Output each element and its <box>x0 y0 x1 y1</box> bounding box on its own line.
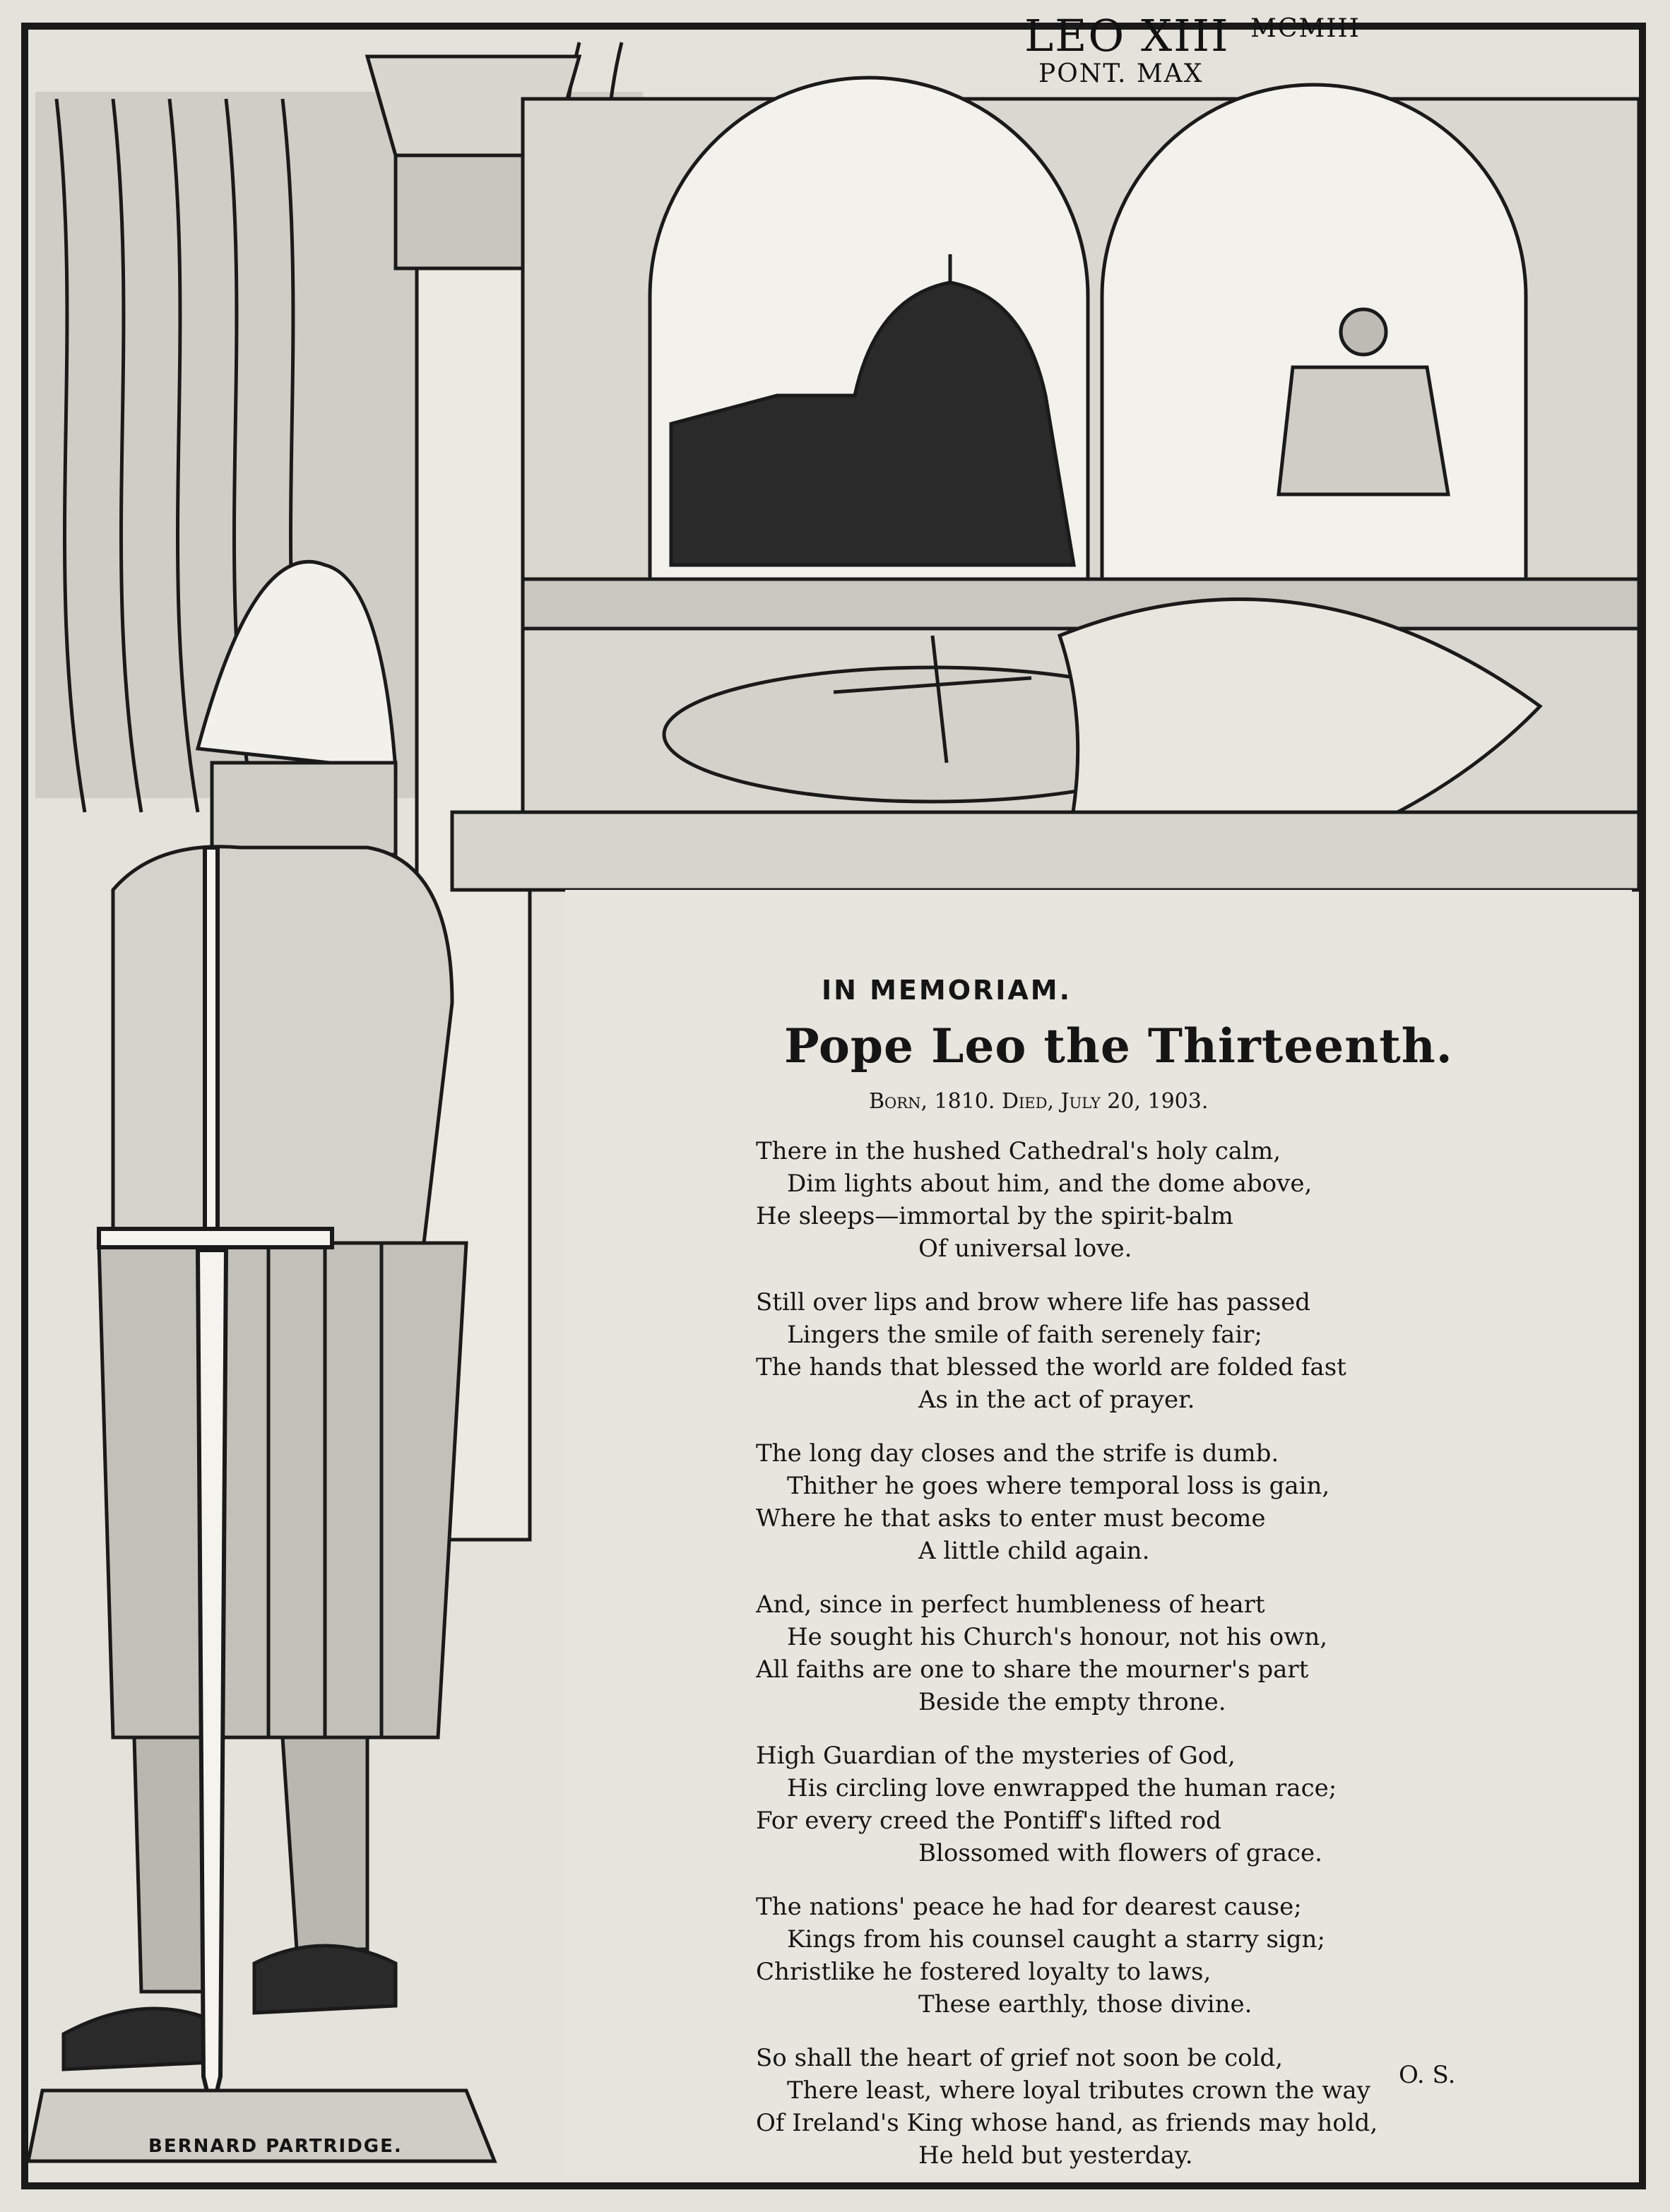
poem-line: Beside the empty throne. <box>918 1688 1226 1716</box>
poem-line: A little child again. <box>918 1537 1150 1565</box>
poem-line: Dim lights about him, and the dome above, <box>787 1170 1313 1198</box>
poem-line: Blossomed with flowers of grace. <box>918 1839 1322 1867</box>
stanza <box>756 1437 1554 1567</box>
header-leo: LEO XIII <box>1024 10 1230 61</box>
header-year: MCMIII <box>1250 14 1361 43</box>
poem-line: He sought his Church's honour, not his own, <box>787 1623 1328 1651</box>
poem-line: Still over lips and brow where life has passed <box>756 1288 1310 1316</box>
stanza <box>756 1135 1554 1265</box>
stanza <box>756 1286 1554 1416</box>
poem-title: Pope Leo the Thirteenth. <box>784 1018 1453 1074</box>
poem-line: All faiths are one to share the mourner's part <box>756 1655 1309 1684</box>
poem-line: These earthly, those divine. <box>918 1990 1252 2018</box>
poem-line: He sleeps—immortal by the spirit-balm <box>756 1202 1233 1230</box>
poem-line: Christlike he fostered loyalty to laws, <box>756 1958 1212 1986</box>
poem-line: He held but yesterday. <box>918 2141 1193 2170</box>
poem-line: The nations' peace he had for dearest cause; <box>756 1893 1302 1921</box>
poem-line: For every creed the Pontiff's lifted rod <box>756 1807 1221 1835</box>
poem-line: The long day closes and the strife is dumb. <box>756 1439 1279 1468</box>
artist-signature: BERNARD PARTRIDGE. <box>148 2136 403 2157</box>
stanza <box>756 1740 1554 1869</box>
header-pont: PONT. MAX <box>1038 59 1204 88</box>
poem-line: And, since in perfect humbleness of heart <box>756 1590 1265 1619</box>
poem-line: There in the hushed Cathedral's holy calm, <box>756 1137 1281 1165</box>
shelf <box>452 812 1639 890</box>
poem-line: His circling love enwrapped the human race; <box>787 1774 1337 1802</box>
poem-dates: Born, 1810. Died, July 20, 1903. <box>869 1089 1209 1114</box>
poem-line: Of Ireland's King whose hand, as friends may hold, <box>756 2109 1378 2137</box>
stanza <box>756 1588 1554 1718</box>
poem-heading: IN MEMORIAM. <box>821 975 1072 1006</box>
poem-line: There least, where loyal tributes crown the way <box>787 2076 1370 2105</box>
poem-line: High Guardian of the mysteries of God, <box>756 1742 1236 1770</box>
poem-line: So shall the heart of grief not soon be cold, <box>756 2044 1284 2072</box>
poem-signature: O. S. <box>1399 2061 1456 2089</box>
stanza <box>756 1891 1554 2021</box>
poem-line: Kings from his counsel caught a starry sign; <box>787 1925 1325 1954</box>
poem-line: Lingers the smile of faith serenely fair; <box>787 1321 1262 1349</box>
header-inscription <box>791 10 1427 95</box>
poem-line: Of universal love. <box>918 1235 1132 1263</box>
poem-line: Where he that asks to enter must become <box>756 1504 1266 1533</box>
poem-line: As in the act of prayer. <box>918 1386 1195 1414</box>
poem-line: The hands that blessed the world are folded fast <box>756 1353 1346 1381</box>
poem-line: Thither he goes where temporal loss is gain, <box>787 1472 1330 1500</box>
poem-block <box>706 975 1554 2172</box>
